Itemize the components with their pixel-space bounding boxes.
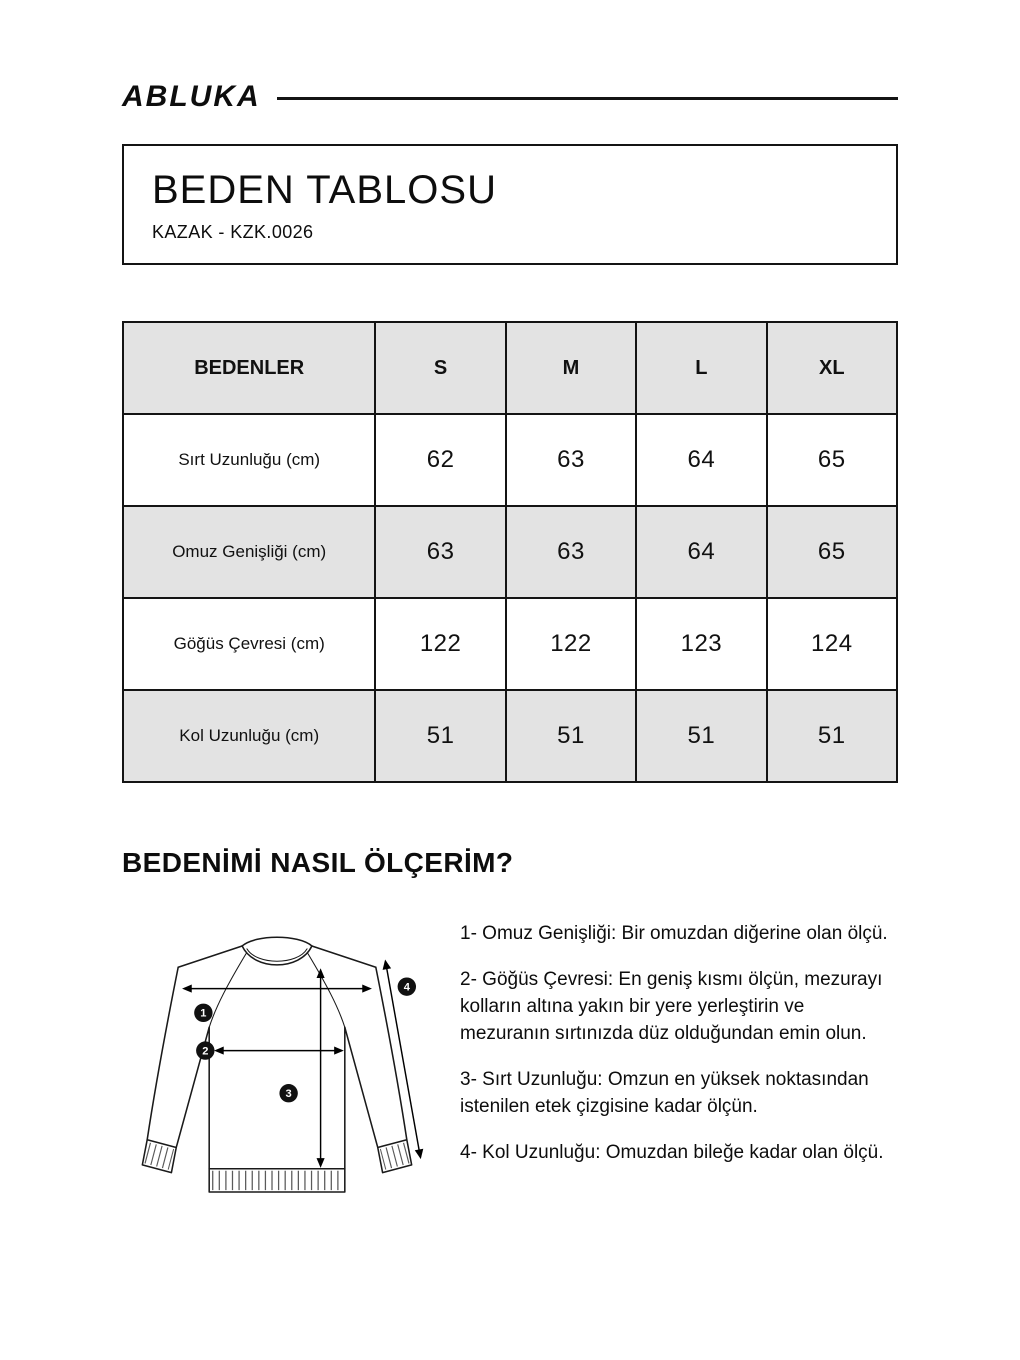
size-value: 62 — [375, 414, 505, 506]
instructions — [434, 909, 898, 1186]
table-row — [123, 690, 897, 782]
size-value: 122 — [375, 598, 505, 690]
measure-section — [122, 909, 898, 1234]
diagram-markers — [194, 977, 416, 1102]
size-value: 51 — [375, 690, 505, 782]
table-row — [123, 598, 897, 690]
diagram-wrap — [122, 909, 434, 1234]
size-value: 65 — [767, 414, 897, 506]
marker-1-label: 1 — [200, 1007, 207, 1020]
column-header-m: M — [506, 322, 636, 414]
size-value: 51 — [636, 690, 766, 782]
table-row — [123, 414, 897, 506]
size-value: 122 — [506, 598, 636, 690]
size-value: 124 — [767, 598, 897, 690]
title-box — [122, 144, 898, 265]
table-row — [123, 506, 897, 598]
table-header-row — [123, 322, 897, 414]
sweater-diagram — [122, 909, 432, 1229]
instruction-item: 4- Kol Uzunluğu: Omuzdan bileğe kadar olan ölçü. — [460, 1141, 884, 1163]
instruction-item: 1- Omuz Genişliği: Bir omuzdan diğerine olan ölçü. — [460, 923, 888, 944]
instruction-item: 2- Göğüs Çevresi: En geniş kısmı ölçün, mezurayı kolların altına yakın bir yere yerleştirin ve mezuranın sırtınızda düz olduğundan emin olun. — [460, 968, 883, 1044]
size-value: 63 — [506, 506, 636, 598]
measure-heading: BEDENİMİ NASIL ÖLÇERİM? — [122, 847, 514, 878]
row-label: Göğüs Çevresi (cm) — [123, 598, 375, 690]
size-value: 63 — [506, 414, 636, 506]
marker-2-label: 2 — [202, 1045, 209, 1058]
column-header-bedenler: BEDENLER — [123, 322, 375, 414]
marker-3-label: 3 — [285, 1088, 292, 1101]
marker-4-label: 4 — [403, 981, 410, 994]
size-value: 51 — [506, 690, 636, 782]
column-header-xl: XL — [767, 322, 897, 414]
size-value: 64 — [636, 414, 766, 506]
row-label: Omuz Genişliği (cm) — [123, 506, 375, 598]
row-label: Sırt Uzunluğu (cm) — [123, 414, 375, 506]
column-header-s: S — [375, 322, 505, 414]
product-code: KAZAK - KZK.0026 — [152, 222, 314, 242]
header-rule — [277, 97, 898, 100]
column-header-l: L — [636, 322, 766, 414]
page-title: BEDEN TABLOSU — [152, 168, 497, 212]
size-value: 63 — [375, 506, 505, 598]
row-label: Kol Uzunluğu (cm) — [123, 690, 375, 782]
size-value: 51 — [767, 690, 897, 782]
size-value: 123 — [636, 598, 766, 690]
instruction-item: 3- Sırt Uzunluğu: Omzun en yüksek noktasından istenilen etek çizgisine kadar ölçün. — [460, 1068, 869, 1117]
size-value: 64 — [636, 506, 766, 598]
brand-header — [122, 80, 898, 114]
size-value: 65 — [767, 506, 897, 598]
brand-logo: ABLUKA — [122, 80, 261, 113]
size-table — [122, 321, 898, 783]
